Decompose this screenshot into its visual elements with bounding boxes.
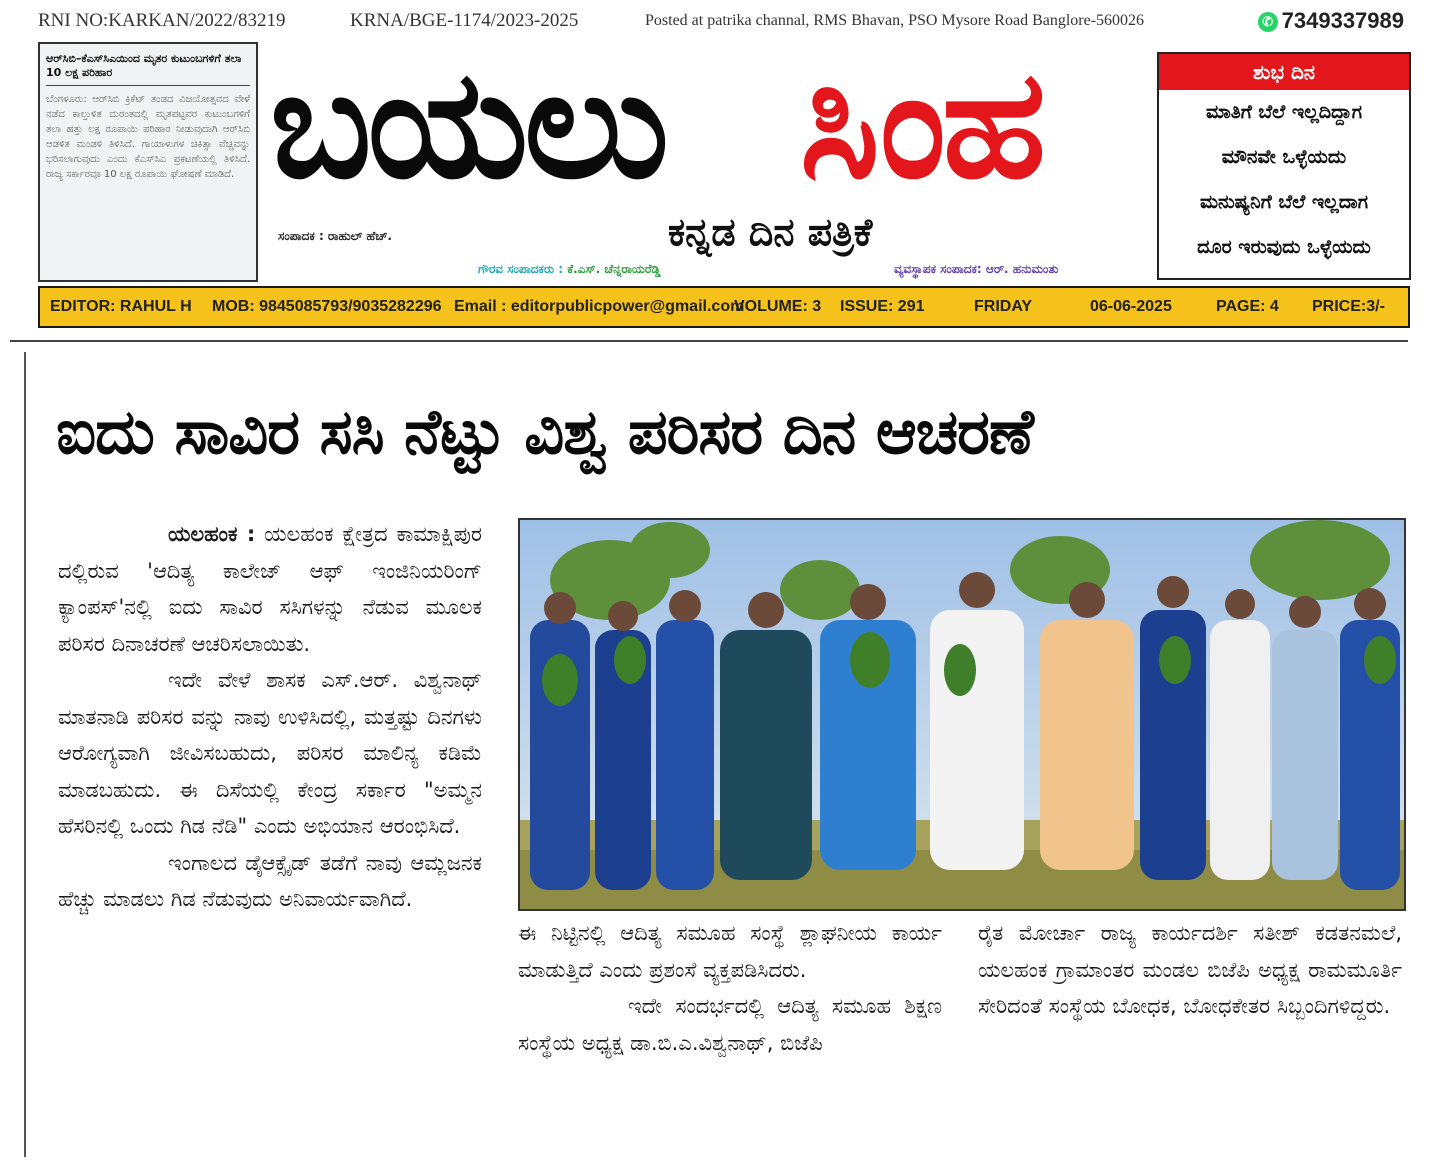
article-headline: ಐದು ಸಾವಿರ ಸಸಿ ನೆಟ್ಟು ವಿಶ್ವ ಪರಿಸರ ದಿನ ಆಚರಣೆ <box>56 395 1034 468</box>
paragraph: ರೈತ ಮೋರ್ಚಾ ರಾಜ್ಯ ಕಾರ್ಯದರ್ಶಿ ಸತೀಶ್ ಕಡತನಮಲೆ, ಯಲಹಂಕ ಗ್ರಾಮಾಂತರ ಮಂಡಲ ಬಿಜೆಪಿ ಅಧ್ಯಕ್ಷ ರಾಮಮೂರ್ತಿ ಸೇರಿದಂತೆ ಸಂಸ್ಥೆಯ ಬೋಧಕ, ಬೋಧಕೇತರ ಸಿಬ್ಬಂದಿಗಳಿದ್ದರು. <box>978 921 1402 1018</box>
quote-line: ಮಾತಿಗೆ ಬೆಲೆ ಇಲ್ಲದಿದ್ದಾಗ <box>1205 101 1363 123</box>
strip-editor: EDITOR: RAHUL H <box>50 298 192 315</box>
quote-line: ದೂರ ಇರುವುದು ಒಳ್ಳೆಯದು <box>1197 236 1371 258</box>
edition-info-strip <box>38 286 1410 328</box>
whatsapp-icon: ✆ <box>1258 12 1278 32</box>
strip-mobile: MOB: 9845085793/9035282296 <box>212 298 442 315</box>
phone-number: 7349337989 <box>1281 8 1404 33</box>
rni-number: RNI NO:KARKAN/2022/83219 <box>38 10 286 31</box>
masthead-editor: ಸಂಪಾದಕ : ರಾಹುಲ್ ಹೆಚ್. <box>278 229 392 243</box>
article-column-2 <box>518 915 942 1061</box>
masthead-subtitle: ಕನ್ನಡ ದಿನ ಪತ್ರಿಕೆ <box>668 210 873 254</box>
quote-box-title: ಶುಭ ದಿನ <box>1159 54 1409 90</box>
strip-email: Email : editorpublicpower@gmail.com <box>454 298 745 315</box>
masthead-title <box>270 30 1150 220</box>
quote-line: ಮನುಷ್ಯನಿಗೆ ಬೆಲೆ ಇಲ್ಲದಾಗ <box>1199 191 1369 213</box>
masthead-title-black: ಬಯಲು <box>270 38 666 212</box>
strip-price: PRICE:3/- <box>1312 298 1385 315</box>
strip-issue: ISSUE: 291 <box>840 298 925 315</box>
article-column-3 <box>978 915 1402 1025</box>
right-ear-quote-box <box>1157 52 1411 280</box>
quote-line: ಮೌನವೇ ಒಳ್ಳೆಯದು <box>1221 146 1347 168</box>
left-ear-body: ಬೆಂಗಳೂರು: ಆರ್‌ಸಿಬಿ ಕ್ರಿಕೆಟ್ ತಂಡದ ವಿಜಯೋತ್ಸವದ ವೇಳೆ ನಡೆದ ಕಾಲ್ತುಳಿತ ದುರಂತದಲ್ಲಿ ಮೃತಪಟ್ಟವರ ಕುಟುಂಬಗಳಿಗೆ ತಲಾ ಹತ್ತು ಲಕ್ಷ ರೂಪಾಯಿ ಪರಿಹಾರ ನೀಡುವುದಾಗಿ ಆರ್‌ಸಿಬಿ ಆಡಳಿತ ಮಂಡಳಿ ತಿಳಿಸಿದೆ. ಗಾಯಾಳುಗಳ ಚಿಕಿತ್ಸಾ ವೆಚ್ಚವನ್ನು ಭರಿಸಲಾಗುವುದು ಎಂದು ಕೆಎಸ್‌ಸಿಎ ಪ್ರಕಟಣೆಯಲ್ಲಿ ತಿಳಿಸಿದೆ. ರಾಜ್ಯ ಸರ್ಕಾರವೂ 10 ಲಕ್ಷ ರೂಪಾಯಿ ಘೋಷಣೆ ಮಾಡಿದೆ. <box>46 94 250 180</box>
paragraph: ಇದೇ ಸಂದರ್ಭದಲ್ಲಿ ಆದಿತ್ಯ ಸಮೂಹ ಶಿಕ್ಷಣ ಸಂಸ್ಥೆಯ ಅಧ್ಯಕ್ಷ ಡಾ.ಬಿ.ಎ.ವಿಶ್ವನಾಥ್, ಬಿಜೆಪಿ <box>518 994 942 1055</box>
honorary-editor-name: ಕೆ.ಎಸ್. ಚೆನ್ನರಾಯರೆಡ್ಡಿ <box>567 262 661 276</box>
strip-day: FRIDAY <box>974 298 1033 315</box>
article-column-1 <box>58 516 482 918</box>
paragraph-text: ಯಲಹಂಕ ಕ್ಷೇತ್ರದ ಕಾಮಾಕ್ಷಿಪುರ ದಲ್ಲಿರುವ 'ಆದಿತ್ಯ ಕಾಲೇಜ್ ಆಫ್ ಇಂಜಿನಿಯರಿಂಗ್ ಕ್ಯಾಂಪಸ್'ನಲ್ಲಿ ಐದು ಸಾವಿರ ಸಸಿಗಳನ್ನು ನೆಡುವ ಮೂಲಕ ಪರಿಸರ ದಿನಾಚರಣೆ ಆಚರಿಸಲಾಯಿತು. <box>58 522 482 656</box>
strip-date: 06-06-2025 <box>1090 298 1172 315</box>
contact-phone <box>1258 8 1404 34</box>
left-ear-heading: ಆರ್‌ಸಿಬಿ–ಕೆಎಸ್‌ಸಿಎಯಿಂದ ಮೃತರ ಕುಟುಂಬಗಳಿಗೆ ತಲಾ 10 ಲಕ್ಷ ಪರಿಹಾರ <box>46 52 250 86</box>
paragraph <box>58 516 482 662</box>
tree-planting-photo <box>520 520 1404 909</box>
krna-number: KRNA/BGE-1174/2023-2025 <box>350 10 579 31</box>
masthead-managing-editor: ವ್ಯವಸ್ಥಾಪಕ ಸಂಪಾದಕ: ಆರ್. ಹನುಮಂತು <box>894 262 1059 276</box>
masthead-title-red: ಸಿಂಹ <box>800 38 1043 212</box>
strip-page: PAGE: 4 <box>1216 298 1279 315</box>
paragraph: ಈ ನಿಟ್ಟಿನಲ್ಲಿ ಆದಿತ್ಯ ಸಮೂಹ ಸಂಸ್ಥೆ ಶ್ಲಾಘನೀಯ ಕಾರ್ಯ ಮಾಡುತ್ತಿದೆ ಎಂದು ಪ್ರಶಂಸೆ ವ್ಯಕ್ತಪಡಿಸಿದರು. <box>518 921 942 982</box>
dateline: ಯಲಹಂಕ : <box>168 522 256 546</box>
strip-volume: VOLUME: 3 <box>734 298 822 315</box>
paragraph: ಇದೇ ವೇಳೆ ಶಾಸಕ ಎಸ್.ಆರ್. ವಿಶ್ವನಾಥ್ ಮಾತನಾಡಿ ಪರಿಸರ ವನ್ನು ನಾವು ಉಳಿಸಿದಲ್ಲಿ, ಮತ್ತಷ್ಟು ದಿನಗಳು ಆರೋಗ್ಯವಾಗಿ ಜೀವಿಸಬಹುದು, ಪರಿಸರ ಮಾಲಿನ್ಯ ಕಡಿಮೆ ಮಾಡಬಹುದು. ಈ ದಿಸೆಯಲ್ಲಿ ಕೇಂದ್ರ ಸರ್ಕಾರ "ಅಮ್ಮನ ಹೆಸರಿನಲ್ಲಿ ಒಂದು ಗಿಡ ನೆಡಿ" ಎಂದು ಅಭಿಯಾನ ಆರಂಭಿಸಿದೆ. <box>58 668 482 838</box>
masthead-honorary-editor <box>478 262 661 277</box>
honorary-editor-label: ಗೌರವ ಸಂಪಾದಕರು : <box>478 262 568 276</box>
article-photo <box>518 518 1406 911</box>
section-divider <box>10 340 1408 342</box>
paragraph: ಇಂಗಾಲದ ಡೈಆಕ್ಸೈಡ್ ತಡೆಗೆ ನಾವು ಆಮ್ಲಜನಕ ಹೆಚ್ಚು ಮಾಡಲು ಗಿಡ ನೆಡುವುದು ಅನಿವಾರ್ಯವಾಗಿದೆ. <box>58 850 482 911</box>
posted-at-address: Posted at patrika channal, RMS Bhavan, PSO Mysore Road Banglore-560026 <box>645 12 1145 29</box>
column-rule <box>24 352 26 1157</box>
left-ear-news-box <box>38 42 258 282</box>
